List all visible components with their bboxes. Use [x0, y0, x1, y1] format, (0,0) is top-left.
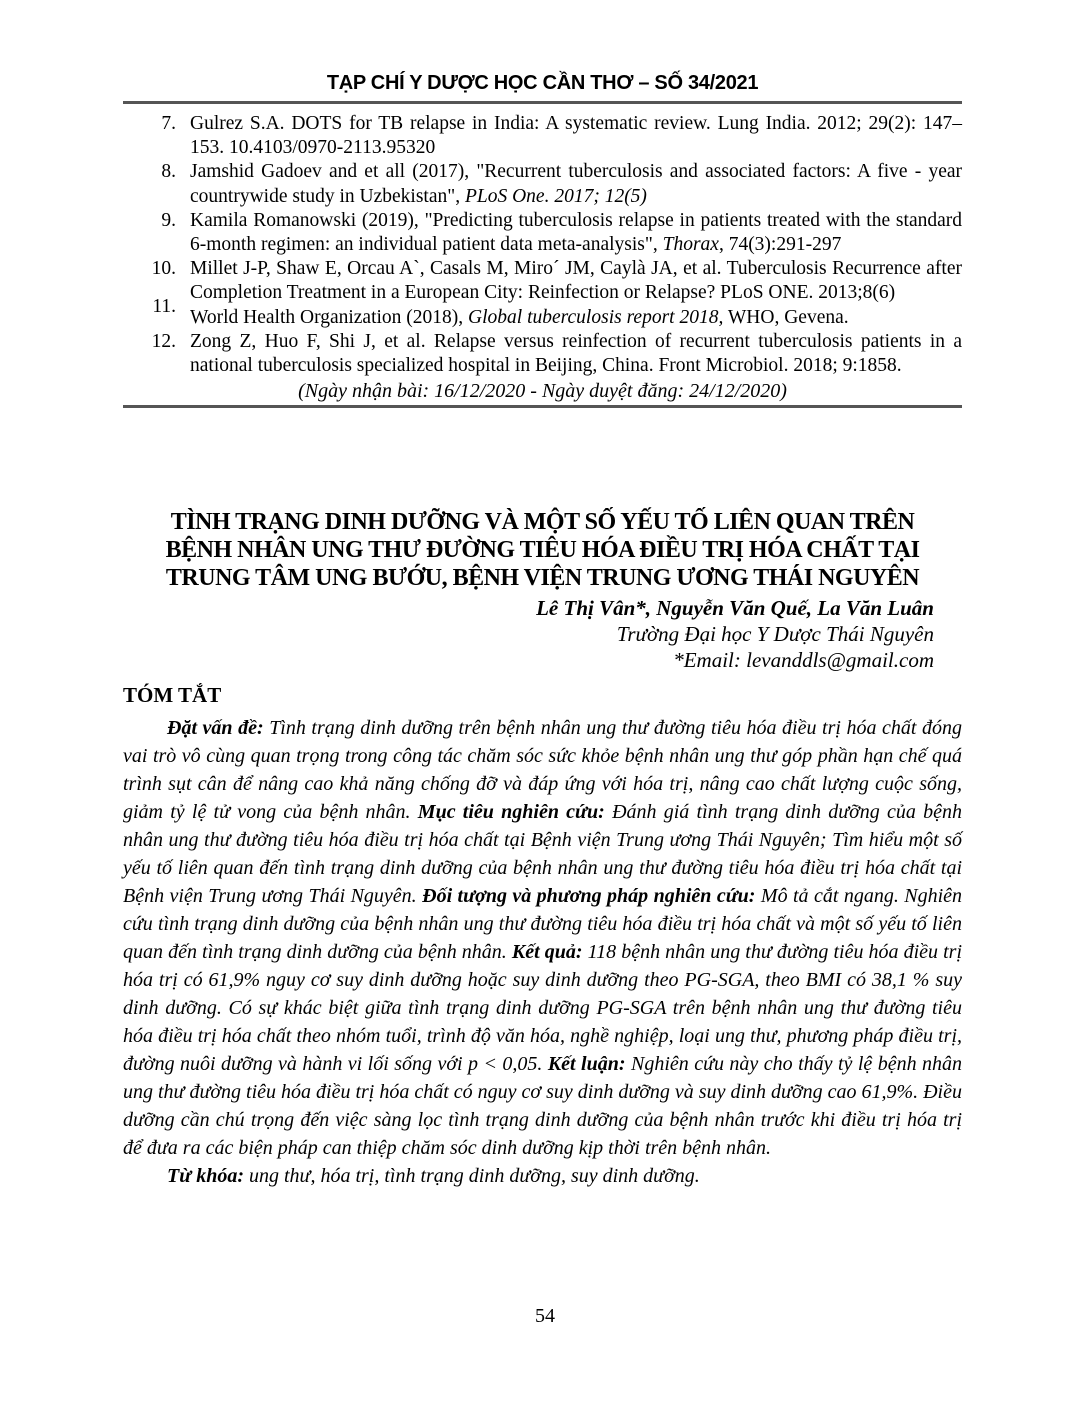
reference-item	[123, 209, 962, 257]
reference-number: 12.	[151, 330, 176, 352]
abstract-section-text: Tình trạng dinh dưỡng trên bệnh nhân ung thư đường tiêu hóa điều trị hóa chất đóng vai trò vô cùng quan trọng trong công tác chăm sóc sức khỏe bệnh nhân ung thư góp phần hạn chế quá trình sụt cân để nâng cao khả năng chống đỡ và đáp ứng với hóa trị, nâng cao chất lượng cuộc sống, giảm tỷ lệ tử vong của bệnh nhân.	[123, 717, 962, 824]
reference-text	[190, 112, 962, 160]
abstract-section-label: Kết luận:	[547, 1053, 626, 1076]
journal-header	[123, 0, 962, 95]
page-number: 54	[535, 1305, 555, 1327]
reference-text-part: Jamshid Gadoev and et all (2017), "Recurrent tuberculosis and associated factors: A five - year countrywide study in Uzbekistan",	[190, 161, 962, 207]
article-title-line: BỆNH NHÂN UNG THƯ ĐƯỜNG TIÊU HÓA ĐIỀU TRỊ HÓA CHẤT TẠI	[165, 537, 920, 564]
reference-text	[190, 257, 962, 305]
reference-number: 8.	[161, 161, 176, 183]
abstract-section-text: Đánh giá tình trạng dinh dưỡng của bệnh nhân ung thư đường tiêu hóa điều trị hóa chất tại Bệnh viện Trung ương Thái Nguyên; Tìm hiểu một số yếu tố liên quan đến tình trạng dinh dưỡng của bệnh nhân ung thư đường tiêu hóa điều trị hóa chất tại Bệnh viện Trung ương Thái Nguyên.	[123, 801, 963, 908]
keywords-label: Từ khóa:	[167, 1165, 244, 1188]
abstract-section-label: Kết quả:	[511, 941, 583, 964]
reference-text-italic: PLoS One. 2017; 12(5)	[464, 185, 647, 207]
reference-number: 11.	[152, 295, 176, 317]
reference-item	[123, 295, 962, 330]
abstract-section-label: Đặt vấn đề:	[167, 717, 264, 740]
reference-text	[190, 209, 962, 257]
section-divider	[123, 405, 962, 408]
abstract-section-text: Mô tả cắt ngang. Nghiên cứu tình trạng dinh dưỡng của bệnh nhân ung thư đường tiêu hóa điều trị hóa chất và một số yếu tố liên quan đến tình trạng dinh dưỡng của bệnh nhân.	[123, 885, 963, 964]
keywords-text: ung thư, hóa trị, tình trạng dinh dưỡng, suy dinh dưỡng.	[248, 1165, 700, 1188]
reference-text-italic: Global tuberculosis report 2018,	[468, 306, 724, 328]
reference-item	[123, 160, 962, 208]
reference-number: 7.	[161, 113, 176, 134]
reference-text-part: Zong Z, Huo F, Shi J, et al. Relapse versus reinfection of recurrent tuberculosis patients in a national tuberculosis specialized hospital in Beijing, China. Front Microbiol. 2018; 9:1858.	[190, 330, 962, 377]
article-title	[123, 508, 962, 592]
reference-text	[190, 160, 962, 208]
article-authors: Lê Thị Vân*, Nguyễn Văn Quế, La Văn Luân	[536, 596, 934, 621]
reference-text-part: , 74(3):291-297	[718, 234, 842, 256]
reference-item	[123, 330, 962, 378]
reference-text	[190, 330, 962, 378]
abstract-section-label: Đối tượng và phương pháp nghiên cứu:	[422, 885, 756, 908]
journal-title: TẠP CHÍ Y DƯỢC HỌC CẦN THƠ – SỐ 34/2021	[326, 72, 759, 94]
reference-number: 10.	[151, 258, 176, 280]
abstract-section-text: 118 bệnh nhân ung thư đường tiêu hóa điều trị hóa trị có 61,9% nguy cơ suy dinh dưỡng hoặc suy dinh dưỡng theo PG-SGA, theo BMI có 38,1 % suy dinh dưỡng. Có sự khác biệt giữa tình trạng dinh dưỡng PG-SGA trên bệnh nhân ung thư đường tiêu hóa điều trị hóa chất theo nhóm tuổi, trình độ văn hóa, nghề nghiệp, loại ung thư, phương pháp điều trị, đường nuôi dưỡng và hành vi lối sống với p < 0,05.	[123, 941, 963, 1076]
article-email: *Email: levanddls@gmail.com	[673, 648, 934, 673]
article-title-line: TÌNH TRẠNG DINH DƯỠNG VÀ MỘT SỐ YẾU TỐ LIÊN QUAN TRÊN	[170, 509, 915, 536]
article-affiliation: Trường Đại học Y Dược Thái Nguyên	[616, 622, 934, 647]
header-divider	[123, 101, 962, 104]
reference-text-italic: Thorax	[662, 234, 719, 256]
reference-list	[123, 112, 962, 378]
abstract-paragraph	[123, 714, 962, 1162]
reference-text	[190, 306, 962, 330]
abstract-section-text: Nghiên cứu này cho thấy tỷ lệ bệnh nhân ung thư đường tiêu hóa điều trị hóa chất có nguy cơ suy dinh dưỡng và suy dinh dưỡng cao 61,9%. Điều dưỡng cần chú trọng đến việc sàng lọc tình trạng dinh dưỡng của bệnh nhân trước khi điều trị hóa trị để đưa ra các biện pháp can thiệp chăm sóc dinh dưỡng kịp thời trên bệnh nhân.	[123, 1053, 963, 1160]
reference-text-part: WHO, Gevena.	[727, 306, 849, 328]
reference-number: 9.	[161, 209, 176, 231]
abstract-section-label: Mục tiêu nghiên cứu:	[417, 801, 605, 824]
abstract-heading: TÓM TẮT	[123, 683, 222, 708]
keywords-line	[123, 1162, 962, 1190]
article-title-line: TRUNG TÂM UNG BƯỚU, BỆNH VIỆN TRUNG ƯƠNG THÁI NGUYÊN	[165, 565, 920, 592]
reference-item	[123, 112, 962, 160]
reference-item	[123, 257, 962, 305]
reference-text-part: Millet J-P, Shaw E, Orcau A`, Casals M, Miro´ JM, Caylà JA, et al. Tuberculosis Recurrence after Completion Treatment in a European City: Reinfection or Relapse? PLoS ONE. 2013;8(6)	[190, 258, 962, 304]
reference-text-part: World Health Organization (2018),	[190, 306, 464, 328]
received-accepted-note: (Ngày nhận bài: 16/12/2020 - Ngày duyệt đăng: 24/12/2020)	[298, 380, 787, 403]
reference-text-part: Kamila Romanowski (2019), "Predicting tuberculosis relapse in patients treated with the standard 6-month regimen: an individual patient data meta-analysis",	[190, 209, 962, 256]
reference-text-part: Gulrez S.A. DOTS for TB relapse in India: A systematic review. Lung India. 2012; 29(2): 147–153. 10.4103/0970-2113.95320	[190, 113, 962, 159]
